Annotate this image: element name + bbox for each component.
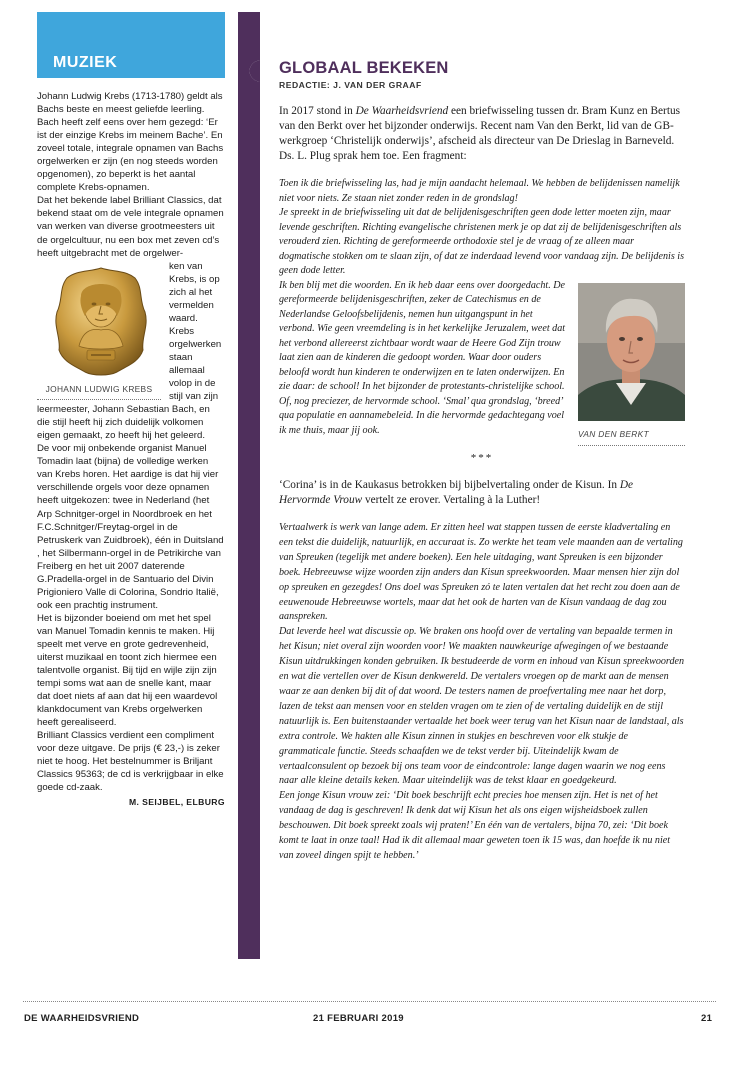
quote-paragraph: Je spreekt in de briefwisseling uit dat de belijdenisgeschriften geen dode letter moeten zijn, maar levende geschriften. Richting evangelische christenen merk je op dat zij de belijdenisgeschriften als verouderd zien. Richting de gereformeerde orthodoxie stel je de vraag of ze alleen maar dogmatische stokken om te slaan zijn, of dat ze inderdaad levend voor vandaag zijn. De belijdenis is geen dode letter. xyxy=(279,207,684,276)
figure-caption: JOHANN LUDWIG KREBS xyxy=(37,378,161,400)
quote-fragment-2 xyxy=(279,521,685,864)
column-divider-bar xyxy=(238,12,260,959)
page-title: GLOBAAL BEKEKEN xyxy=(279,59,449,77)
quote-fragment xyxy=(279,177,685,438)
muziek-article xyxy=(37,90,225,809)
intro-text: een briefwisseling tussen dr. Bram Kunz en Bertus van den Berkt over het bijzonder onderwijs. Recent nam Van den Berkt, lid van de GB-werkgroep ‘Christelijk onderwijs’, afscheid als directeur van De Drieslag in Barneveld. Ds. L. Plug sprak hem toe. Een fragment: xyxy=(279,105,681,162)
intro-text: ‘Corina’ is in de Kaukasus betrokken bij bijbelvertaling onder de Kisun. In xyxy=(279,479,620,491)
article-paragraph: ken van Krebs, is op zich al het vermelden waard. Krebs orgelwerken staan allemaal volop in de stijl van zijn leermeester, Johann Sebastian Bach, en die stijl heeft hij zich duidelijk volkomen eigen gemaakt, zo heeft hij het geleerd. xyxy=(37,260,222,442)
footer-date: 21 FEBRUARI 2019 xyxy=(313,1013,404,1024)
quote-paragraph: Toen ik die briefwisseling las, had je mijn aandacht helemaal. We hebben de belijdenissen namelijk niet voor niets. Ze staan niet zonder reden in de grondslag! xyxy=(279,178,680,204)
section-banner xyxy=(37,12,225,78)
section-separator: *** xyxy=(470,452,494,464)
article-paragraph: Brilliant Classics verdient een compliment voor deze uitgave. De prijs (€ 23,-) is zeker niet te hoog. Het bestelnummer is Briljant Classics 95363; de cd is verkrijgbaar in elke goede cd-zaak. xyxy=(37,730,224,794)
article-paragraph: De voor mij onbekende organist Manuel Tomadin laat (bijna) de volledige werken van Krebs horen. Het aardige is dat hij vier verschillende orgels voor deze opnamen heeft uitgekozen: twee in Nederland (het Arp Schnitger-orgel in Noordbroek en het F.C.Schnitger/Freytag-orgel in de Petruskerk van Zuidbroek), één in Duitsland , het Silbermann-orgel in de Petrikirche van Freiberg en het uit 2007 daterende G.Pradella-orgel in de Santuario del Divin Prigioniero Valle di Colorina, Sondrio Italië, ook een prachtig instrument. xyxy=(37,443,224,611)
page-number: 21 xyxy=(701,1013,713,1024)
footer-publication: DE WAARHEIDSVRIEND xyxy=(24,1013,140,1024)
footer-divider xyxy=(23,1001,716,1002)
article-paragraph: Johann Ludwig Krebs (1713-1780) geldt als Bachs beste en meest geliefde leerling. Bach heeft zelf eens over hem gezegd: ‘Er ist der einzige Krebs im meinem Bache’. En zoveel totale, integrale opnamen van Bachs orgelwerken er zijn (en nog steeds worden opgenomen), zo beperkt is het aantal complete Krebs-opnamen. xyxy=(37,91,224,194)
krebs-figure xyxy=(37,262,165,400)
muziek-column xyxy=(37,12,225,809)
quote-paragraph: Dat leverde heel wat discussie op. We braken ons hoofd over de vertaling van bepaalde termen in het Kisun; niet overal zijn woorden voor! We maakten nauwkeurige afwegingen of we bestaande Kisun uitdrukkingen konden gebruiken. Ik bestudeerde de vorm en inhoud van Kisun spreekwoorden en wat die vertellen over de Kisun denkwereld. De vertalers vroegen op de markt aan de mensen waar ze aan denken bij dit of dat woord. De testers namen de proefvertaling mee naar het dorp, lazen de tekst aan mensen voor en stelden vragen om te zien of de vertaling duidelijk en de stijl natuurlijk is. Een buitenstaander vertaalde het boek weer terug van het Kisun naar de landstaal, als extra controle. We hakten alle Kisun zinnen in stukjes en beschreven voor elk stukje de grammaticale functie. Steeds schaafden we de tekst verder bij. Uiteindelijk kwam de vertaalconsulent op bezoek bij ons team voor de eindcontrole: lange dagen waarin we nog eens naar alle kleine details keken. Maar uiteindelijk was de tekst klaar en goedgekeurd. xyxy=(279,626,685,787)
van-den-berkt-photo xyxy=(578,283,685,421)
globaal-bekeken-column xyxy=(279,58,685,864)
quote-paragraph: Een jonge Kisun vrouw zei: ‘Dit boek beschrijft echt precies hoe mensen zijn. Het is net of het vandaag de dag is geschreven! Ik denk dat wij Kisun het als ons eigen wijsheidsboek zullen beschouwen. Dit boek spreekt zoals wij praten!’ En één van de vertalers, bijna 70, zei: ‘Dit boek komt te laat in onze taal! Had ik dit allemaal maar geweten toen ik 15 was, dan hoefde ik nu niet van zoveel dingen spijt te hebben.’ xyxy=(279,790,671,861)
photo-caption: VAN DEN BERKT xyxy=(578,421,685,447)
figure-wrap xyxy=(37,260,225,443)
intro-paragraph-2 xyxy=(279,478,685,508)
intro-text: In 2017 stond in xyxy=(279,105,356,117)
intro-text: vertelt ze erover. Vertaling à la Luther! xyxy=(362,494,541,506)
editor-credit: REDACTIE: J. VAN DER GRAAF xyxy=(279,80,422,90)
krebs-medal-image xyxy=(51,266,151,378)
section-title: MUZIEK xyxy=(53,54,118,71)
article-paragraph: Het is bijzonder boeiend om met het spel van Manuel Tomadin kennis te maken. Hij speelt met verve en grote gedrevenheid, uiterst muzikaal en toont zich hiermee een talentvolle organist. Bij tijd en wijle zijn zijn tempi soms wat aan de snelle kant, maar dat doet niets af aan dat hij een waardevol klankdocument van Krebs orgelwerken heeft gerealiseerd. xyxy=(37,612,218,729)
quote-paragraph: Vertaalwerk is werk van lange adem. Er zitten heel wat stappen tussen de eerste kladvertaling en een tekst die duidelijk, natuurlijk, en accuraat is. Zo werkte het team vele maanden aan de vertaling van Spreuken (tegelijk met andere boeken). Een hele uitdaging, want Spreuken is een bijzonder boek. Hebreeuwse wijze woorden zijn anders dan Kisun spreekwoorden. Maar mensen hier zijn dol op spreuken en gezegdes! Ons doel was Spreuken zó te laten vertalen dat het recht zou doen aan de eeuwenoude Hebreeuwse wortels, maar dat het ook de harten van de Kisun vandaag de dag zou aanspreken. xyxy=(279,522,683,623)
intro-paragraph xyxy=(279,104,685,164)
portrait-figure xyxy=(578,283,685,447)
quote-paragraph: Ik ben blij met die woorden. En ik heb daar eens over doorgedacht. De gereformeerde belijdenisgeschriften, zeker de Catechismus en de Nederlandse Geloofsbelijdenis, nemen hun uitgangspunt in het verbond. Wie geen vreemdeling is in het kerkelijke Jeruzalem, weet dat het verbond allereerst zichtbaar wordt waar de Heere God Zijn trouw laat zien aan de kinderen die gedoopt worden. Waar door ouders beloofd wordt hun kinderen te onderwijzen en te laten onderwijzen. En zie daar: de school! In het bijzonder de protestants-christelijke school. Of, nog preciezer, de hervormde school. ‘Smal’ qua grondslag, ‘breed’ qua populatie en aannamebeleid. In die hervormde gedachtegang voel ik me thuis, maar jij ook. xyxy=(279,279,566,436)
publication-name: De Hervormde Vrouw xyxy=(279,479,634,506)
publication-name: De Waarheidsvriend xyxy=(355,105,449,117)
article-paragraph: Dat het bekende label Brilliant Classics, dat bekend staat om de vele integrale opnamen van werken van diverse grootmeesters uit de orgelcultuur, nu een box met zeven cd’s heeft uitgebracht met de orgelwer- xyxy=(37,195,224,259)
section-marker-icon xyxy=(249,60,271,82)
author-signature: M. SEIJBEL, ELBURG xyxy=(128,796,225,807)
